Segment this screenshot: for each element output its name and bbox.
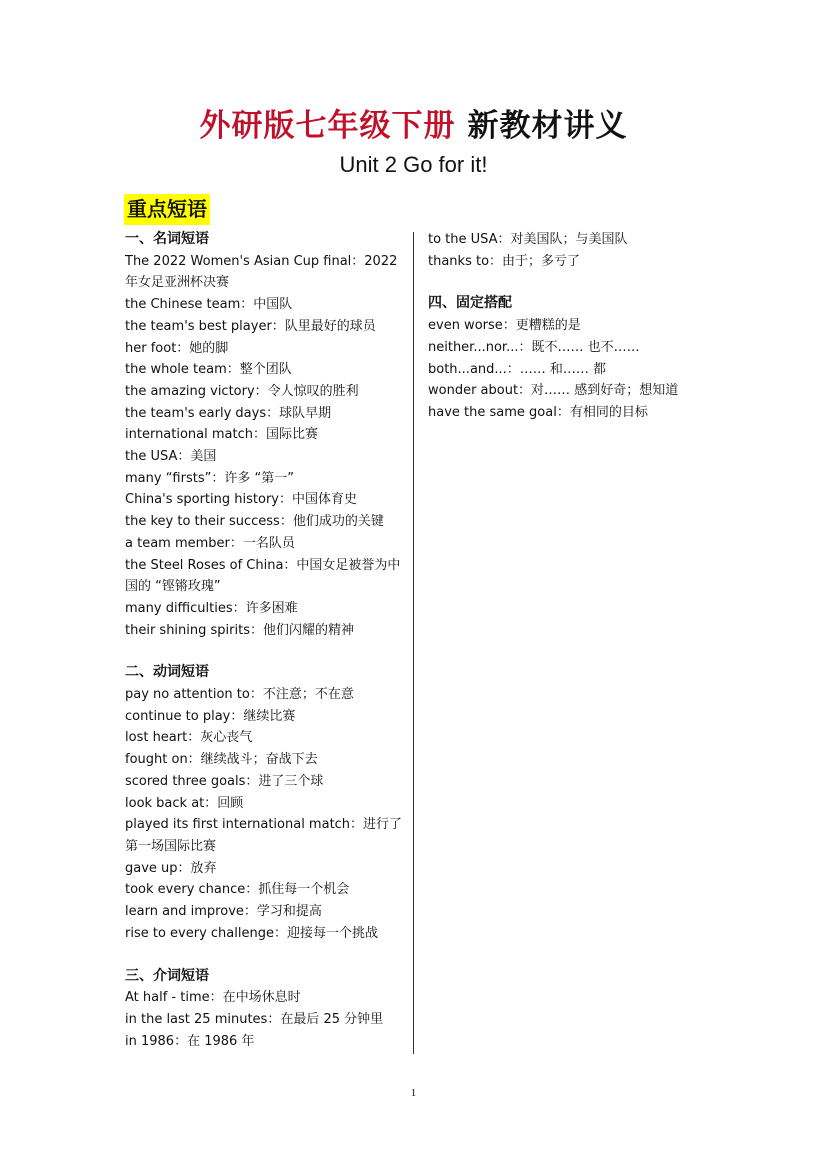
list-item: China's sporting history：中国体育史: [125, 492, 357, 508]
list-item: lost heart：灰心丧气: [125, 730, 253, 746]
list-item: a team member：一名队员: [125, 535, 295, 551]
list-item: both...and...：…… 和…… 都: [428, 361, 607, 377]
left-column: [125, 229, 403, 1052]
title-red-part: 外研版七年级下册: [199, 108, 456, 144]
noun-phrases-heading: 一、名词短语: [125, 231, 209, 247]
list-item: in the last 25 minutes：在最后 25 分钟里: [125, 1011, 384, 1027]
list-item: in 1986：在 1986 年: [125, 1033, 255, 1049]
section-label: 重点短语: [124, 194, 210, 225]
list-item: pay no attention to：不注意；不在意: [125, 687, 354, 703]
list-item: the Chinese team：中国队: [125, 297, 293, 313]
list-item: the amazing victory：令人惊叹的胜利: [125, 383, 359, 399]
list-item: continue to play：继续比赛: [125, 708, 296, 724]
prep-phrases-heading: 三、介词短语: [125, 967, 209, 984]
noun-phrases-list: [125, 251, 403, 642]
list-item: learn and improve：学习和提高: [125, 904, 322, 920]
list-item: scored three goals：进了三个球: [125, 773, 324, 789]
list-item: neither...nor...：既不…… 也不……: [428, 339, 640, 355]
list-item: fought on：继续战斗；奋战下去: [125, 752, 318, 768]
list-item: wonder about：对…… 感到好奇；想知道: [428, 383, 679, 399]
list-item: many difficulties：许多困难: [125, 600, 298, 616]
list-item: the key to their success：他们成功的关键: [125, 514, 384, 530]
page-subtitle: Unit 2 Go for it!: [339, 152, 488, 177]
list-item: the whole team：整个团队: [125, 362, 292, 378]
list-item: At half - time：在中场休息时: [125, 990, 301, 1006]
prep-phrases-list: [125, 987, 403, 1052]
right-column: [428, 229, 718, 424]
fixed-collocations-heading: 四、固定搭配: [428, 295, 512, 312]
verb-phrases-list: [125, 684, 403, 944]
verb-phrases-heading: 二、动词短语: [125, 664, 209, 681]
list-item: international match：国际比赛: [125, 427, 318, 443]
list-item: her foot：她的脚: [125, 340, 229, 356]
list-item: the team's early days：球队早期: [125, 405, 332, 421]
list-item: rise to every challenge：迎接每一个挑战: [125, 925, 378, 941]
fixed-collocations-list: [428, 315, 718, 424]
list-item: the USA：美国: [125, 449, 217, 465]
list-item: many “firsts”：许多 “第一”: [125, 470, 294, 486]
column-divider: [413, 232, 414, 1054]
list-item: even worse：更糟糕的是: [428, 318, 581, 334]
title-black-part: 新教材讲义: [467, 108, 628, 144]
list-item: played its first international match：进行了第一场国际比赛: [125, 817, 403, 854]
list-item: The 2022 Women's Asian Cup final：2022 年女足亚洲杯决赛: [125, 253, 398, 291]
list-item: have the same goal：有相同的目标: [428, 404, 648, 420]
list-item: the team's best player：队里最好的球员: [125, 318, 376, 334]
list-item: took every chance：抓住每一个机会: [125, 882, 350, 898]
prep-phrases-continued-list: [428, 229, 718, 272]
list-item: the Steel Roses of China：中国女足被誉为中国的 “铿锵玫瑰”: [125, 557, 401, 595]
list-item: thanks to：由于；多亏了: [428, 253, 581, 269]
page-number: 1: [410, 1087, 417, 1099]
list-item: look back at：回顾: [125, 795, 244, 811]
page-title: [0, 100, 827, 145]
list-item: to the USA：对美国队；与美国队: [428, 232, 628, 247]
list-item: their shining spirits：他们闪耀的精神: [125, 622, 354, 638]
list-item: gave up：放弃: [125, 860, 217, 876]
